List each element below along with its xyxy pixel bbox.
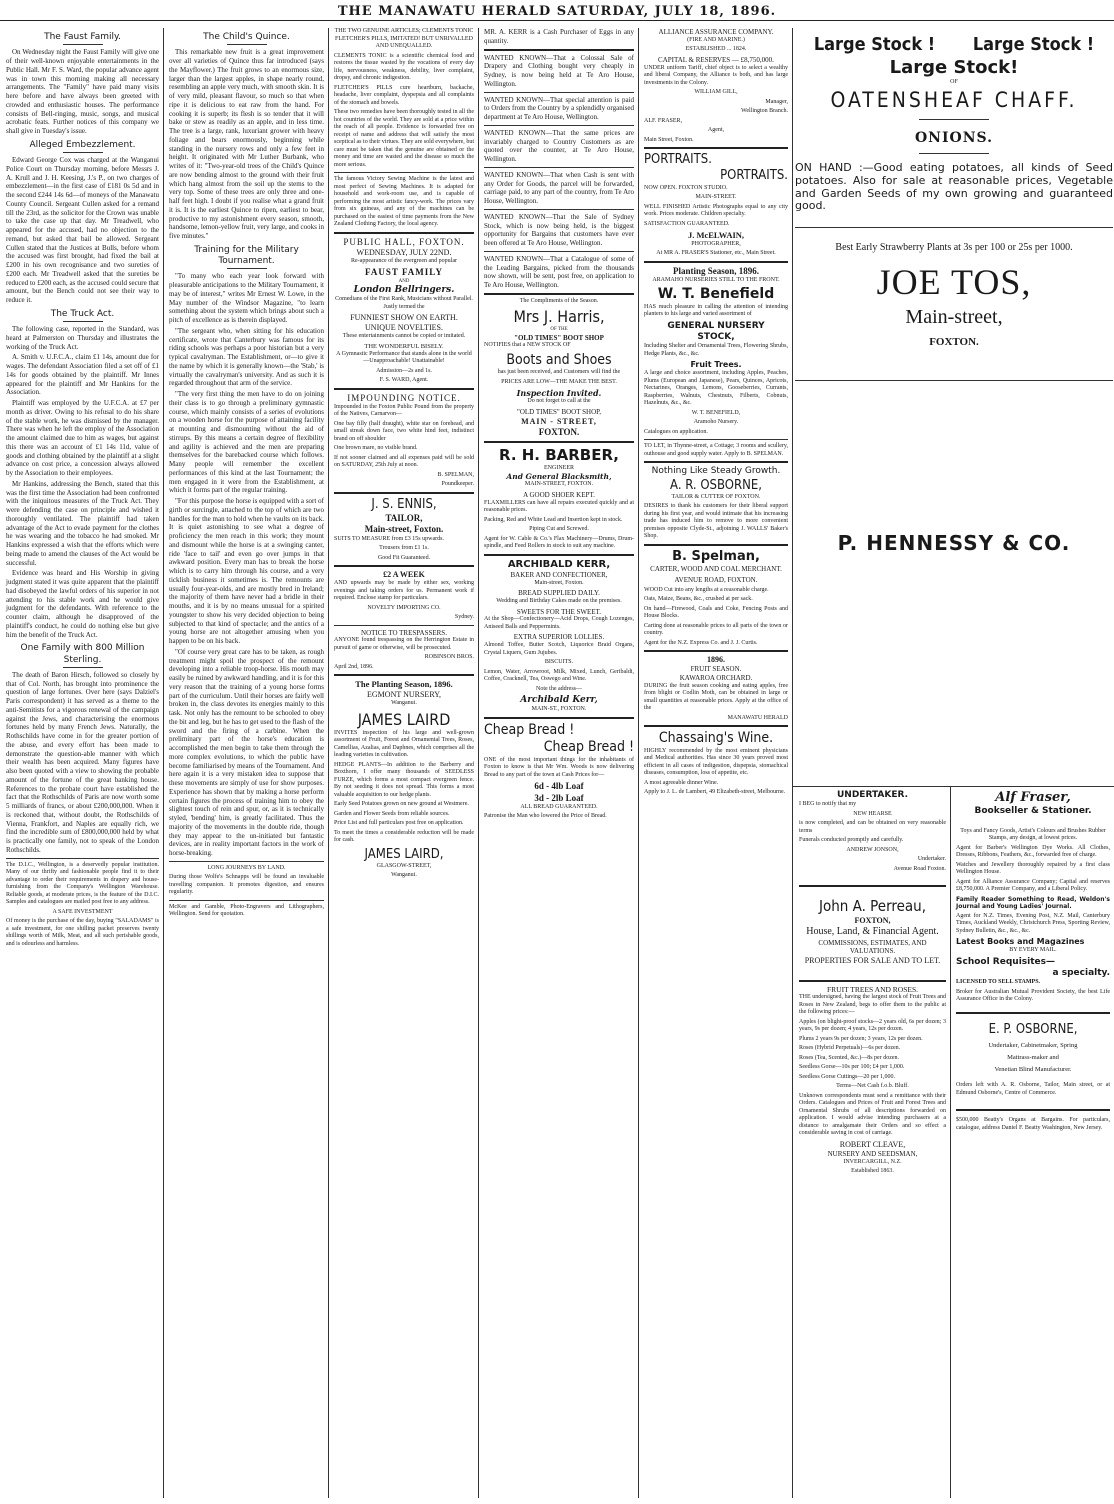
- ad-text: DURING the fruit season cooking and eating apples, free from blight or Codlin Moth, can be obtained in large or small quantities at reasonable prices. Apply at the office of the: [644, 682, 788, 712]
- ad-text: NOVELTY IMPORTING CO.: [367, 604, 441, 611]
- ad-text: GENERAL NURSERY: [667, 320, 765, 331]
- ad-planting-season: Planting Season, 1896.: [672, 265, 759, 276]
- ad-wanted-known: WANTED KNOWN—That special attention is paid to Orders from the Country by a splendidly organised department at Te Aro House, Wellington.: [484, 95, 634, 121]
- ad-text: STOCK,: [697, 332, 735, 343]
- ad-text: Piping Cut and Screwed.: [529, 526, 589, 533]
- ad-cheap-bread: Cheap Bread !: [484, 721, 575, 738]
- ad-text: Agent for Barber's Wellington Dye Works. All Clothes, Dresses, Ribbons, Feathers, &c., forwarded free of charge.: [956, 844, 1110, 858]
- ad-text: PRICES ARE LOW—THE MAKE THE BEST.: [501, 378, 617, 385]
- ad-boots-shoes: Boots and Shoes: [506, 351, 612, 368]
- ad-portraits: PORTRAITS.: [644, 152, 712, 167]
- ad-text: Trousers from £1 1s.: [379, 545, 429, 552]
- ad-strawberry: Best Early Strawberry Plants at 3s per 100 or 25s per 1000.: [835, 241, 1073, 253]
- ad-text: A most agreeable dinner Wine.: [644, 779, 719, 786]
- ad-text: Mattrass-maker and: [1007, 1053, 1059, 1061]
- ad-text: OF: [950, 79, 958, 85]
- ad-text: FOXTON,: [854, 916, 891, 925]
- ad-inspection: Inspection Invited.: [516, 388, 602, 399]
- article-paragraph: Evidence was heard and His Worship in giving judgment stated it was quite apparent that the plaintiff had disobeyed the lawful orders of his superior in not attending to his stable work and he would give judgment for the defendants. With reference to the counter claim, although he disapproved of the plaintiff's conduct, he could do nothing else but give him the benefit of the Truck Act.: [6, 569, 159, 639]
- ad-bookseller: Bookseller & Stationer.: [974, 806, 1092, 817]
- ad-text: HEDGE PLANTS—In addition to the Barberry and Boxthorn, I offer many thousands of SEEDLESS FURZE, which forms a most compact evergreen fence. By not seeding it does not spread. This forms a most valuable acquisition to our hedge plants.: [334, 761, 474, 798]
- masthead-title: THE MANAWATU HERALD SATURDAY, JULY 18, 1896.: [337, 4, 777, 19]
- ad-text: SWEETS FOR THE SWEET.: [516, 607, 602, 616]
- ad-text: Wanganui.: [391, 872, 417, 879]
- ad-kerr-eggs: MR. A. KERR is a Cash Purchaser of Eggs in any quantity.: [484, 28, 634, 45]
- ad-text: Seedless Gorse—10s per 100; £4 per 1,000.: [799, 1064, 905, 1071]
- ad-text: "OLD TIMES" BOOT SHOP,: [516, 407, 602, 416]
- ad-text: Funerals conducted promptly and carefully.: [799, 837, 904, 844]
- ad-text: BAKER AND CONFECTIONER,: [510, 571, 608, 580]
- article-paragraph: "For this purpose the horse is equipped with a sort of girth or surcingle, attached to the top of which are two handles for the man to hold when he vaults on its back. It is quiet astonishing to see what a degree of proficiency the men reach in this work; they mount and dismount while the horse is at a swinging canter, ride 'face to tail' and even go over jumps in that awkward position. Every man has to break the horse which is to carry him through his course, and a very ticklish business it sometimes is. The remounts are usually four-year-olds, and are mostly bred in Ireland; the majority of them have never had a bridle in their mouths, and it is by no means unusual for a spirited youngster to show his very decided objection to being subjected to that kind of spectacle; and the antics of a young horse are not altogether amusing when you happen to be on his back.: [169, 497, 324, 645]
- notice-dic: The D.I.C., Wellington, is a deservedly popular institution. Many of our thrifty and fashionable people find it to their advantage to order their requirements in drapery and house-furnishing from the Company's Wellington Warehouse. Reliable goods, at moderate prices, is the feature of the D.I.C. Samples and catalogues are mailed post free to any address.: [6, 861, 159, 905]
- ad-text: Unknown correspondents must send a remittance with their Orders. Catalogues and Prices of Fruit and Forest Trees and Ornamental Shrubs of all descriptions forwarded on application. I would advise intending purchasers at a distance to amalgamate their Orders and so effect a considerable saving in cost of carriage.: [799, 1092, 946, 1137]
- ad-text: Avenue Road Foxton.: [893, 865, 946, 872]
- ad-text: Catalogues on application.: [644, 428, 708, 435]
- ad-text: Do not forget to call at the: [527, 398, 591, 405]
- ad-text: Seedless Gorse Cuttings—20 per 1,000.: [799, 1073, 895, 1080]
- heading-military-tournament: Training for the Military Tournament.: [194, 244, 299, 266]
- article-paragraph: Plaintiff was employed by the U.F.C.A. at £7 per month as driver. Owing to his refusal to do his share of the stable work, he was dismissed by the manager. There was when he left the employ of the Association the amount claimed due to him as wages, but against this there was an account of £1 14s 11d, value of goods and clothing obtained by the plaintiff at a slight advance on cost price, a concession always allowed by the Association to their employees.: [6, 399, 159, 477]
- ad-text: FOXTON.: [538, 426, 580, 437]
- article-paragraph: Mr Hankins, addressing the Bench, stated that this was the first time the Association had been confronted with the iniquitous measures of the Truck Act. They were defending the case on principle and wished it thoroughly ventilated. The plaintiff had taken advantage of the Act to evade payment for the clothes he was wearing and the tobacco he had smoked. Mr Hankins expressed a wish that the efforts which were being made to amend the clauses of the Act would be successful.: [6, 479, 159, 567]
- ad-specialty: a specialty.: [1052, 967, 1110, 978]
- column-6: [795, 790, 950, 1500]
- ad-text: Watches and Jewellery thoroughly repaired by a first class Wellington House.: [956, 861, 1110, 875]
- ad-text: Aramoho Nursery.: [693, 419, 739, 426]
- ad-text: AND upwards may be made by either sex, working evenings and taking orders for us. Permanent work if required. Enclose stamp for particulars.: [334, 580, 474, 602]
- ad-sewing-machine: The famous Victory Sewing Machine is the latest and most perfect of Sewing Machines. It is adapted for household and work-room use, and is capable of performing the most artistic fancy-work. The prices vary from six guineas, and any of the machines can be purchased on the easiest of time payments from the New Zealand Clothing Factory, the local agency.: [334, 176, 474, 227]
- ad-text: Archibald Kerr,: [520, 695, 598, 706]
- ad-text: GLASGOW-STREET,: [376, 862, 432, 869]
- ad-text: ARAMAHO NURSERIES STILL TO THE FRONT.: [652, 276, 780, 283]
- ad-school-requisites: School Requisites—: [956, 956, 1055, 967]
- ad-text: AVENUE ROAD, FOXTON.: [674, 575, 758, 584]
- ad-clements-heading: THE TWO GENUINE ARTICLES; CLEMENTS TONIC FLETCHER'S PILLS, IMITATED! BUT UNRIVALLED AND UNEQUALLED.: [334, 28, 474, 49]
- heading-childs-quince: The Child's Quince.: [203, 32, 290, 42]
- ad-text: AND: [398, 278, 410, 284]
- ad-bisely: THE WONDERFUL BISELY.: [364, 342, 444, 350]
- ad-admission: Admission—2s and 1s.: [376, 367, 432, 374]
- ad-text: Venetian Blind Manufacturer.: [994, 1066, 1072, 1073]
- ad-text: Patronise the Man who lowered the Price of Bread.: [484, 813, 607, 820]
- ad-wanted-known: WANTED KNOWN—That the Sale of Sydney Stock, which is now being held, is the biggest opportunity for Bargains that customers have ever been offered at Te Aro House, Wellington.: [484, 212, 634, 247]
- ad-clements-tonic: CLEMENTS TONIC is a scientific chemical food and restores the tissue wasted by the vocations of every day life, nervousness, weakness, debility, liver complaint, dropsy, and chronic indigestion.: [334, 52, 474, 81]
- ad-text: Roses (Hybrid Perpetuals)—6s per dozen.: [799, 1045, 901, 1052]
- ad-osborne: A. R. OSBORNE,: [670, 477, 762, 493]
- ad-text: MAIN-STREET.: [695, 194, 737, 200]
- ad-text: DESIRES to thank his customers for their liberal support during his first year, and would intimate that his increasing trade has induced him to remove to more convenient premises opposite Clyde-St., adjoining J. WALLS' Baker's Shop.: [644, 503, 788, 540]
- ad-text: A large and choice assortment, including Apples, Peaches, Plums (European and Japanese), Pears, Quinces, Apricots, Nectarines, Oranges, Lemons, Gooseberries, Currants, Raspberries, Walnuts, Chestnuts, Filberts, Cobnuts, Hazelnuts, &c., &c.: [644, 370, 788, 407]
- ad-large-stock: Large Stock !: [813, 34, 936, 55]
- ad-wanted-known: WANTED KNOWN—That a Colossal Sale of Drapery and Clothing bought very cheaply in Sydney, is now being held at Te Aro House, Wellington.: [484, 53, 634, 88]
- ad-text: Price List and full particulars post free on application.: [334, 820, 464, 826]
- ad-text: Agent for the N.Z. Express Co. and J. J. Curtis.: [644, 639, 758, 646]
- article-paragraph: Edward George Cox was charged at the Wanganui Police Court on Thursday morning, before Messrs J. A. Krull and J. H. Keesing, J.'s P., on two charges of embezzlement—in the first case of £181 0s 5d and in the second £244 14s 6d—of moneys of the Manawatu County Council. Sergeant Cullen asked for a remand till the 23rd, as the solicitor for the Crown was unable to take the case up that day. Mr Treadwell, who appeared for the accused, had no objection to the remand, but asked that bail be allowed. Sergeant Cullen stated that the Justices at Bulls, before whom the accused was first brought, had fixed the bail at £200 in his own recognisance and two sureties of £200 each. Mr Treadwell asked that the sureties be reduced to £200 each, as the accused could secure that amount, but the Bench could not see their way to reduce it.: [6, 156, 159, 304]
- ad-text: MANAWATU HERALD: [727, 714, 788, 721]
- heading-faust-family: The Faust Family.: [44, 32, 121, 42]
- ad-text: These entertainments cannot be copied or imitated.: [342, 333, 466, 339]
- ad-agent: F. S. WARD, Agent.: [379, 377, 429, 384]
- ad-text: WOOD Cut into any lengths at a reasonable charge.: [644, 586, 769, 593]
- ad-ep-osborne: E. P. OSBORNE,: [988, 1021, 1078, 1037]
- ad-text: Carting done at reasonable prices to all parts of the town or country.: [644, 622, 788, 637]
- ad-text: WILLIAM GILL,: [694, 89, 738, 95]
- article-paragraph: "Of course very great care has to be taken, as rough treatment might spoil the prospect of the remount developing into a reliable troop-horse. His mouth may easily be ruined by awkward handling, and it is for this very reason that the training of a young horse forms part of the curriculum. Until their horses are fairly well broken in, the class devotes its energies mainly to this task. Not only has the remount to be schooled to obey the bit and leg, but he has to get used to the flash of the sword and the firing of a carbine. When the preliminary part of the horse's education is accomplished the men begin to take them through the more complex evolutions, to which the public have become familiarised by means of the Tournament. And here again it is a very mistaken idea to suppose that these movements are simply of use for show purposes. Experience has shown that by making a horse perform certain figures the process of training him to obey the slightest touch of rein and spur, or, as it is technically styled, 'bending' him, is greatly facilitated. Thus the majority of the movements in the double ride, though they may appear to the un-initiated but fantastic devices, are in reality important factors in the work of horse-breaking.: [169, 647, 324, 857]
- column-3: [330, 28, 478, 1500]
- ad-fruit-trees: FRUIT TREES AND ROSES.: [827, 985, 918, 994]
- ad-wanted-known: WANTED KNOWN—That a Catalogue of some of the Leading Bargains, picked from the thousands now shown, will be sent, post free, on application to Te Aro House, Wellington.: [484, 254, 634, 289]
- ad-text: HAS much pleasure in calling the attention of intending planters to his large and varied assortment of: [644, 303, 788, 318]
- ad-text: A Gymnastic Performance that stands alone in the world—Unapproachable! Unattainable!: [336, 350, 472, 365]
- ad-text: KAWAROA ORCHARD.: [679, 673, 753, 682]
- ad-undertaker: UNDERTAKER.: [836, 790, 909, 800]
- ad-text: PHOTOGRAPHER,: [691, 240, 741, 247]
- article-paragraph: "The sergeant who, when sitting for his education certificate, wrote that Canterbury was famous for its riding schools was perhaps a poor historian but a very typical cavalryman. The Establishment, or—to give it the name by which it is generally known—the 'Stab,' is virtually the cavalryman's university. And as such it is regarded throughout that arm of the service.: [169, 326, 324, 388]
- column-4: [480, 28, 638, 1500]
- ad-fletchers-pills: FLETCHER'S PILLS cure heartburn, backache, headache, liver complaint, dyspepsia and all complaints of the stomach and bowels.: [334, 84, 474, 106]
- ad-text: Apply to J. L. de Lambert, 49 Elizabeth-street, Melbourne.: [644, 789, 786, 796]
- ad-text: Undertaker.: [917, 856, 946, 863]
- ad-text: Almond Toffee, Butter Scotch, Liquorice Braid Organs, Crystal Liquers, Gum Jujubes.: [484, 642, 634, 656]
- ad-text: April 2nd, 1896.: [334, 663, 374, 670]
- article-paragraph: A. Smith v. U.F.C.A., claim £1 14s, amount due for wages. The defendant Association filed a set off of £1 14s for goods obtained by the plaintiff. Mr Innes appeared for the plaintiff and Mr Hankins for the Association.: [6, 353, 159, 397]
- ad-text: MAIN-ST., FOXTON.: [531, 706, 587, 713]
- column-2: [165, 28, 328, 1500]
- ad-to-let: TO LET, in Thynne-street, a Cottage; 3 rooms and scullery, outhouse and good supply water. Apply to B. SPELMAN.: [644, 443, 788, 457]
- ad-large-stock: Large Stock!: [889, 56, 1019, 78]
- ad-nursery: EGMONT NURSERY,: [367, 690, 441, 699]
- ad-text: MAIN - STREET,: [521, 416, 597, 426]
- ad-alf-fraser: Alf Fraser,: [995, 790, 1071, 805]
- heading-truck-act: The Truck Act.: [50, 308, 115, 319]
- ad-text: CAPITAL & RESERVES — £8,750,000.: [658, 55, 774, 64]
- ad-laird-signature: JAMES LAIRD,: [364, 846, 444, 862]
- ad-portraits-2: PORTRAITS.: [720, 168, 788, 184]
- ad-text: WELL FINISHED Artistic Photographs equal to any city work. Prices moderate. Children specialty.: [644, 203, 788, 217]
- notice-schnapps: During those Wolfe's Schnapps will be found an invaluable travelling companion. It promotes digestion, and ensures regularity.: [169, 874, 324, 896]
- ad-text: To meet the times a considerable reduction will be made for cash.: [334, 829, 474, 843]
- ad-text: Terms—Net Cash f.o.b. Bluff.: [836, 1083, 909, 1090]
- ad-text: has just been received, and Customers will find the: [497, 369, 621, 376]
- ad-text: NOTIFIES that a NEW STOCK OF: [484, 342, 571, 349]
- ad-benefield: W. T. Benefield: [657, 286, 775, 303]
- ad-oatensheaf: OATENSHEAF CHAFF.: [830, 87, 1078, 112]
- ad-wanted-known: WANTED KNOWN—That when Cash is sent with any Order for Goods, the parcel will be forwarded, carriage paid, to any part of the country, from Te Aro House, Wellington.: [484, 170, 634, 205]
- ad-text: Including Shelter and Ornamental Trees, Flowering Shrubs, Hedge Plants, &c., &c.: [644, 343, 788, 357]
- ad-text: ALL BREAD GUARANTEED.: [520, 803, 598, 810]
- ad-text: MAIN-STREET, FOXTON.: [524, 481, 594, 488]
- ad-text: Wellington Branch.: [741, 108, 788, 114]
- ad-text: SUITS TO MEASURE from £3 15s upwards.: [334, 535, 444, 542]
- ad-text: Orders left with A. R. Osborne, Tailor, Main street, or at Edmund Osborne's, Centre of Commerce.: [956, 1082, 1110, 1096]
- ad-text: NEW HEARSE: [853, 810, 892, 817]
- ad-hennessy: P. HENNESSY & CO.: [837, 531, 1071, 556]
- ad-text: NOW OPEN. FOXTON STUDIO.: [644, 184, 728, 191]
- ad-text: Toys and Fancy Goods, Artist's Colours and Brushes Rubber Stamps, any design, at lowest prices.: [960, 827, 1106, 841]
- ad-bellringers: London Bellringers.: [353, 284, 455, 295]
- ad-text: Established 1863.: [851, 1168, 894, 1175]
- ad-text: Impounded in the Foxton Public Pound from the property of the Natives, Carnarvon—: [334, 403, 474, 418]
- column-7: [952, 790, 1114, 1500]
- ad-text: Fruit Trees.: [690, 360, 742, 370]
- ad-trespassers-title: NOTICE TO TRESPASSERS.: [361, 628, 447, 637]
- ad-text: At the Shop—Confectionery—Acid Drops, Cough Lozenges, Aniseed Balls and Peppermints.: [484, 616, 634, 630]
- ad-week-title: £2 A WEEK: [383, 570, 425, 580]
- ad-text: The Compliments of the Season.: [519, 297, 599, 304]
- ad-text: W. T. BENEFIELD,: [691, 409, 741, 416]
- notice-long-journeys: LONG JOURNEYS BY LAND.: [207, 864, 286, 871]
- article-paragraph: The following case, reported in the Standard, was heard at Palmerston on Thursday and illustrates the working of the Truck Act.: [6, 325, 159, 351]
- ad-mcelwain: J. McELWAIN,: [687, 230, 745, 240]
- ad-text: THE undersigned, having the largest stock of Fruit Trees and Roses in New Zealand, begs to offer them to the public at the following prices:—: [799, 994, 946, 1016]
- ad-planting-title: The Planting Season, 1896.: [355, 679, 453, 690]
- ad-text: Comedians of the First Rank, Musicians without Parallel. Justly termed the: [335, 296, 473, 310]
- ad-text: Agent for Alliance Assurance Company; Capital and reserves £8,750,000. A Premier Company, and a Liberal Policy.: [956, 878, 1110, 892]
- ad-text: Wedding and Birthday Cakes made on the premises.: [496, 598, 622, 605]
- heading-embezzlement: Alleged Embezzlement.: [29, 139, 136, 150]
- ad-text: House, Land, & Financial Agent.: [806, 926, 939, 937]
- ad-text: (FIRE AND MARINE.): [687, 36, 745, 43]
- notice-safe-investment: A SAFE INVESTMENT: [52, 908, 113, 915]
- ad-block-large-stock: [795, 34, 1113, 784]
- ad-text: Early Seed Potatoes grown on new ground at Westmere.: [334, 801, 469, 807]
- ad-text: CARTER, WOOD AND COAL MERCHANT.: [650, 565, 782, 574]
- column-5: [640, 28, 792, 1500]
- ad-text: At MR A. FRASER'S Stationer, etc., Main Street.: [656, 250, 776, 257]
- ad-text: EXTRA SUPERIOR LOLLIES.: [513, 633, 605, 642]
- heading-one-family: One Family with 800 Million Sterling.: [20, 643, 145, 665]
- ad-text: TAILOR & CUTTER OF FOXTON.: [671, 493, 761, 500]
- article-paragraph: "The very first thing the men have to do on joining their class is to go through a preliminary gymnastic course, which mainly consists of a series of evolutions on a wooden horse for the purpose of attaining facility at mounting and dismounting without the aid of stirrups. By this means a certain degree of flexibility and agility is achieved and the men are preparing themselves for the barebacked course which follows. Many people will remember the excellent performances of this kind at the last Tournament; the men engaged in it were from the Establishment, at which it forms part of the regular training.: [169, 390, 324, 495]
- ad-text: Main-street, Foxton.: [534, 579, 584, 586]
- ad-price: 6d - 4lb Loaf: [534, 781, 584, 792]
- ad-kerr-name: ARCHIBALD KERR,: [507, 558, 611, 570]
- ad-text: Apples (on blight-proof stocks—2 years old, 6s per dozen; 3 years, 9s per dozen; 4 years, 12s per dozen.: [799, 1018, 946, 1033]
- notice-engravers: McKee and Gamble, Photo-Engravers and Lithographers, Wellington. Send for quotation.: [169, 903, 324, 918]
- ad-text: If not sooner claimed and all expenses paid will be sold on SATURDAY, 25th July at noon.: [334, 454, 474, 469]
- ad-text: Main Street, Foxton.: [644, 136, 694, 143]
- ad-steady-growth: Nothing Like Steady Growth.: [651, 466, 781, 477]
- ad-cleave: ROBERT CLEAVE,: [839, 1139, 906, 1149]
- ad-joe-tos: JOE TOS,: [876, 262, 1032, 303]
- ad-boot-shop: "OLD TIMES" BOOT SHOP: [514, 333, 604, 342]
- ad-signature: B. SPELMAN,: [437, 471, 474, 478]
- ad-text: COMMISSIONS, ESTIMATES, AND VALUATIONS.: [818, 938, 927, 956]
- ad-address: Main-street, Foxton.: [364, 524, 444, 535]
- ad-main-street: Main-street,: [905, 306, 1003, 329]
- ad-text: Family Reader Something to Read, Weldon's Journal and Young Ladies' Journal.: [956, 895, 1110, 910]
- ad-text: Wanganui.: [391, 700, 417, 706]
- ad-text: INVERCARGILL, N.Z.: [843, 1158, 902, 1165]
- ad-text: Packing, Red and White Lead and Insertion kept in stock.: [484, 516, 623, 523]
- ad-text: Sydney.: [454, 614, 474, 621]
- notice-saladams: Of money is the purchase of the day, buying "SALADAMS" is a safe investment, for one shilling packet preserves twenty shillings worth of Milk, Meat, and all such perishable goods, and is odourless and harmless.: [6, 918, 159, 947]
- ad-remedies: These two remedies have been thoroughly tested in all the hot countries of the world. They are sold at a price within the reach of all people. Evidence is forwarded free on receipt of name and address that will satisfy the most sceptical as to their virtues. They are sold everywhere, but care must be taken that the genuine are obtained or the money and time are wasted and the disease so much the more serious.: [334, 109, 474, 168]
- ad-text: One brown mare, no visible brand.: [334, 445, 418, 452]
- article-paragraph: On Wednesday night the Faust Family will give one of their well-known enjoyable entertainments in the Public Hall. Mr F. S. Ward, the popular advance agent was in town this morning making all necessary arrangements. The "Family" have paid many visits here before and have always been greeted with crowded and enthusiastic houses. The performance consists of Bell-ringing, music, songs, and musical acrobatic feats. Further notices of this company we shall give in Tuesday's issue.: [6, 48, 159, 135]
- ad-text: ROBINSON BROS.: [424, 654, 474, 661]
- ad-text: HIGHLY recommended by the most eminent physicians and Medical authorities. Has since 30 years proved most efficient in all cases of indigestion, dispepsia, stomachical diseases, consumption, loss of appetite, etc.: [644, 747, 788, 777]
- ad-text: is now completed, and can be obtained on very reasonable terms: [799, 820, 946, 834]
- ad-laird-name: JAMES LAIRD: [357, 709, 451, 729]
- ad-stamps: LICENSED TO SELL STAMPS.: [956, 979, 1041, 985]
- ad-text: A GOOD SHOER KEPT.: [523, 490, 595, 499]
- ad-text: NURSERY AND SEEDSMAN,: [827, 1149, 918, 1158]
- ad-text: ENGINEER: [544, 464, 574, 471]
- ad-beatty-organs: $500,000 Beatty's Organs at Bargains. For particulars, catalogue, address Daniel F. Beatty Washington, New Jersey.: [956, 1117, 1110, 1131]
- article-paragraph: "To many who each year look forward with pleasurable anticipations to the Military Tournament, it may be of interest," writes Mr Ernest W. Lowe, in the May number of the Windsor Magazine, "to learn something about the system which brings about such a pitch of excellence as is therein displayed.: [169, 272, 324, 324]
- ad-text: ONE of the most important things for the inhabitants of Foxton to know is that Mr Wm. Woods is now delivering Bread to any part of the town at Cash Prices for—: [484, 756, 634, 778]
- ad-harris-name: Mrs J. Harris,: [513, 307, 605, 327]
- ad-tailor: TAILOR,: [385, 513, 423, 524]
- ad-barber-name: R. H. BARBER,: [498, 445, 620, 464]
- ad-text: One bay filly (half draught), white star on forehead, and small streak down face, two white hind feet, indistinct brand on off shoulder: [334, 420, 474, 442]
- ad-text: FRUIT SEASON.: [690, 665, 742, 674]
- ad-perreau: John A. Perreau,: [819, 897, 926, 916]
- ad-text: INVITES inspection of his large and well-grown assortment of Fruit, Forest and Ornamental Trees, Roses, Camellias, Azalias, and Daphnes, which comprises all the leading varieties in cultivation.: [334, 729, 474, 758]
- ad-text: Good Fit Guaranteed.: [377, 554, 431, 561]
- ad-alliance: ALLIANCE ASSURANCE COMPANY.: [658, 28, 774, 36]
- ad-funniest-show: FUNNIEST SHOW ON EARTH. UNIQUE NOVELTIES.: [350, 313, 458, 332]
- ad-date: WEDNESDAY, JULY 22ND.: [356, 247, 452, 257]
- ad-spelman: B. Spelman,: [672, 548, 760, 564]
- ad-large-stock: Large Stock !: [972, 34, 1095, 55]
- ad-text: ANYONE found trespassing on the Herrington Estate in pursuit of game or otherwise, will be prosecuted.: [334, 637, 474, 651]
- ad-latest-books: Latest Books and Magazines: [956, 937, 1085, 946]
- ad-text: Re-appearance of the evergreen and popular: [351, 257, 457, 264]
- ad-public-hall: PUBLIC HALL, FOXTON.: [343, 236, 465, 247]
- ad-text: PROPERTIES FOR SALE AND TO LET.: [804, 956, 941, 965]
- ad-text: Note the address—: [536, 685, 582, 692]
- ad-wanted-known: WANTED KNOWN—That the same prices are invariably charged to Country Customers as are quoted over the counter, at Te Aro House, Wellington.: [484, 128, 634, 163]
- ad-text: Undertaker, Cabinetmaker, Spring: [988, 1041, 1078, 1049]
- ad-text: BY EVERY MAIL.: [1009, 947, 1057, 953]
- ad-text: Oats, Maize, Beans, &c., crushed at per sack.: [644, 596, 753, 603]
- ad-text: Agent for N.Z. Times, Evening Post, N.Z. Mail, Canterbury Times, Auckland Weekly, Christchurch Press, Sporting Review, Sydney Bulletin, &c., &c., &c.: [956, 912, 1110, 934]
- ad-text: Garden and Flower Seeds from reliable sources.: [334, 810, 450, 817]
- article-paragraph: This remarkable new fruit is a great improvement over all varieties of Quince thus far introduced (says the Mayflower.) The fruit grows to an enormous size, larger than the largest apples, in shape nearly round, resembling an apple very much, with smooth skin. It is of very mild, pleasant flavour, so much so that when ripe it is delicious to eat raw from the hand. For cooking it is superb; its flesh is so tender that it will bake or stew as readily as an apple, and in less time. The tree is a large, rank, luxuriant grower with heavy foliage and bears enormously, beginning while standing in the nursery rows and only a few feet in height. It originated with Mr Luther Burbank, who writes of it: "Two-year-old trees of the Child's Quince are now bending almost to the ground with their fruit which hang almost from the soil up the stems to the very top. Some of these trees are only three and one-half feet high. I doubt if you realise what a grand fruit it is. It is the earliest Quince to ripen, earliest to bear, productive to my astonishment every season, smooth, handsome, lemon-yellow fruit, very large, and cooks in five minutes.": [169, 48, 324, 240]
- ad-signature: Poundkeeper.: [441, 481, 474, 488]
- ad-text: FLAXMILLERS can have all repairs executed quickly and at reasonable prices.: [484, 499, 634, 514]
- ad-text: 1896.: [707, 655, 725, 665]
- ad-text: UNDER uniform Tariff, chief object is to select a wealthy and liberal Company, the Alliance is both, and has large investments in the Colony.: [644, 64, 788, 86]
- ad-price: 3d - 2lb Loaf: [534, 792, 584, 803]
- ad-text: Manager,: [765, 98, 788, 105]
- ad-ennis-name: J. S. ENNIS,: [371, 496, 437, 512]
- ad-chassaing: Chassaing's Wine.: [658, 730, 774, 747]
- ad-foxton: FOXTON.: [929, 336, 979, 349]
- masthead: [0, 0, 1114, 26]
- ad-text: BISCUITS.: [544, 659, 574, 666]
- ad-text: OF THE: [550, 327, 568, 333]
- ad-text: BREAD SUPPLIED DAILY.: [518, 589, 600, 598]
- ad-faust-family: FAUST FAMILY: [365, 267, 443, 278]
- ad-text: ALF. FRASER,: [644, 117, 683, 124]
- ad-text: On hand—Firewood, Coals and Coke, Fencing Posts and House Blocks.: [644, 605, 788, 620]
- ad-text: SATISFACTION GUARANTEED.: [644, 220, 730, 227]
- ad-text: ESTABLISHED ... 1824.: [685, 46, 747, 53]
- ad-text: Agent for W. Cable & Co.'s Flax Machinery—Drums, Drum-spindle, and Feed Rollers in stock to suit any machine.: [484, 535, 634, 550]
- ad-text: Roses (Tea, Scented, &c.)—8s per dozen.: [799, 1054, 900, 1061]
- ad-text: Broker for Australian Mutual Provident Society, the best Life Assurance Office in the Colony.: [956, 988, 1110, 1002]
- ad-text: Agent,: [707, 127, 725, 133]
- article-paragraph: The death of Baron Hirsch, followed so closely by that of Col. North, has brought into prominence the question of large fortunes. Over here (says Dalziel's Paris correspondent) it has served as a theme to the anti-Semitists for a vigorous renewal of the campaign against the Jews, and characterising the enormous fortunes held by many French Jews. Naturally, the Rothschilds have come in for the greater portion of the abuse, and every effort has been made to demonstrate the question-able manner with which their wealth has been acquired. Many figures have also been quoted with a view to showing the probable amount of the fortune of the great banking house. References to the probate court have established the fact that the Rothschilds of Paris are now worth some 5 milliards of francs, or about £200,000,000. When it is reckoned that, without doubt, the Rothschilds of Vienna, Frankfort, and Naples are equally rich, we find the incredible sum of £800,000,000 held by what is practically one family, not to speak of the London Rothschilds.: [6, 670, 159, 854]
- ad-potatoes: ON HAND :—Good eating potatoes, all kinds of Seed potatoes. Also for sale at reasonable prices, Vegetable and Garden Seeds of my own growing and guaranteed good.: [795, 161, 1113, 213]
- ad-text: Lemon, Water, Arrowroot, Milk, Mixed, Lunch, Geribaldi, Coffee, Cracknell, Tea, Oswego and Wine.: [484, 668, 634, 683]
- ad-cheap-bread-2: Cheap Bread !: [543, 739, 634, 756]
- column-1: [2, 28, 163, 1500]
- ad-text: And General Blacksmith,: [506, 472, 612, 481]
- ad-text: ANDREW JONSON,: [846, 846, 899, 853]
- ad-onions: ONIONS.: [914, 129, 994, 146]
- ad-text: Plums 2 years 9s per dozen; 3 years, 12s per dozen.: [799, 1035, 923, 1042]
- ad-text: I BEG to notify that my: [799, 801, 857, 808]
- ad-impounding-title: IMPOUNDING NOTICE.: [347, 392, 461, 403]
